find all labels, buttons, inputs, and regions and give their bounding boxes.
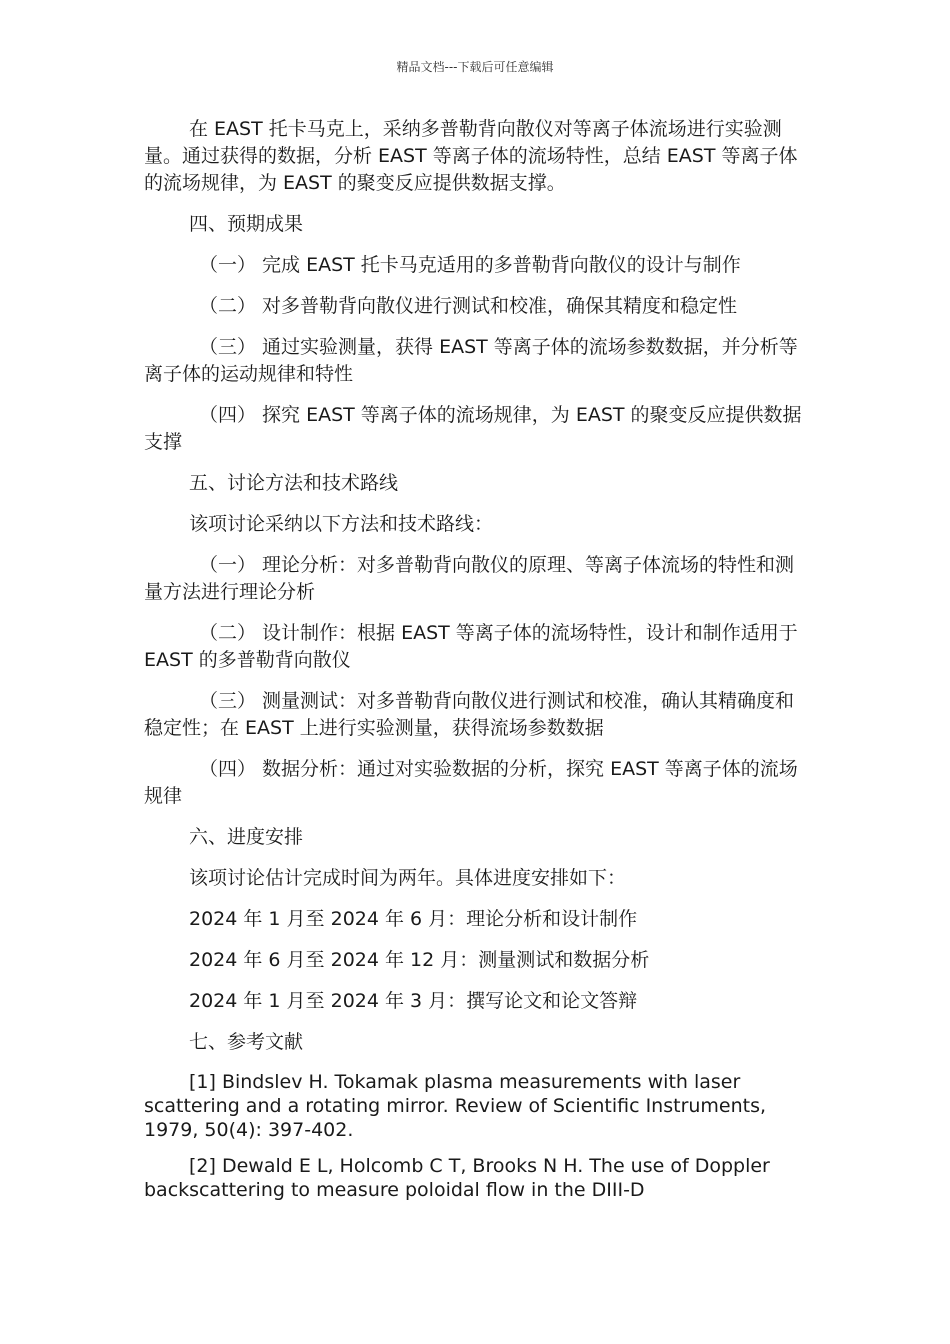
result-item-4: （四） 探究 EAST 等离子体的流场规律，为 EAST 的聚变反应提供数据支撑 bbox=[144, 404, 802, 453]
schedule-item-3: 2024 年 1 月至 2024 年 3 月：撰写论文和论文答辩 bbox=[189, 990, 638, 1012]
schedule-intro: 该项讨论估计完成时间为两年。具体进度安排如下： bbox=[189, 867, 627, 889]
reference-1: [1] Bindslev H. Tokamak plasma measurements with laser scattering and a rotating mirror. Review of Scientific Instruments, 1979, 50(4): 397-402. bbox=[144, 1071, 767, 1141]
result-item-2: （二） 对多普勒背向散仪进行测试和校准，确保其精度和稳定性 bbox=[199, 295, 738, 317]
schedule-item-1: 2024 年 1 月至 2024 年 6 月：理论分析和设计制作 bbox=[189, 908, 638, 930]
section-heading-schedule: 六、进度安排 bbox=[189, 826, 304, 848]
document-body bbox=[144, 116, 809, 1202]
method-item-1: （一） 理论分析：对多普勒背向散仪的原理、等离子体流场的特性和测量方法进行理论分析 bbox=[144, 554, 795, 603]
method-item-2: （二） 设计制作：根据 EAST 等离子体的流场特性，设计和制作适用于 EAST 的多普勒背向散仪 bbox=[144, 622, 798, 671]
section-heading-methods: 五、讨论方法和技术路线 bbox=[189, 472, 399, 494]
method-item-4: （四） 数据分析：通过对实验数据的分析，探究 EAST 等离子体的流场规律 bbox=[144, 758, 798, 807]
section-heading-results: 四、预期成果 bbox=[189, 213, 304, 235]
reference-2: [2] Dewald E L, Holcomb C T, Brooks N H. The use of Doppler backscattering to measure poloidal flow in the DIII-D bbox=[144, 1155, 770, 1201]
schedule-item-2: 2024 年 6 月至 2024 年 12 月：测量测试和数据分析 bbox=[189, 949, 650, 971]
result-item-1: （一） 完成 EAST 托卡马克适用的多普勒背向散仪的设计与制作 bbox=[199, 254, 741, 276]
methods-intro: 该项讨论采纳以下方法和技术路线： bbox=[189, 513, 494, 535]
intro-paragraph: 在 EAST 托卡马克上，采纳多普勒背向散仪对等离子体流场进行实验测量。通过获得的数据，分析 EAST 等离子体的流场特性，总结 EAST 等离子体的流场规律，为 EAST 的聚变反应提供数据支撑。 bbox=[144, 118, 798, 194]
page-header: 精品文档---下载后可任意编辑 bbox=[396, 60, 554, 74]
result-item-3: （三） 通过实验测量，获得 EAST 等离子体的流场参数数据，并分析等离子体的运动规律和特性 bbox=[144, 336, 798, 385]
section-heading-references: 七、参考文献 bbox=[189, 1031, 304, 1053]
method-item-3: （三） 测量测试：对多普勒背向散仪进行测试和校准，确认其精确度和稳定性；在 EAST 上进行实验测量，获得流场参数数据 bbox=[144, 690, 795, 739]
